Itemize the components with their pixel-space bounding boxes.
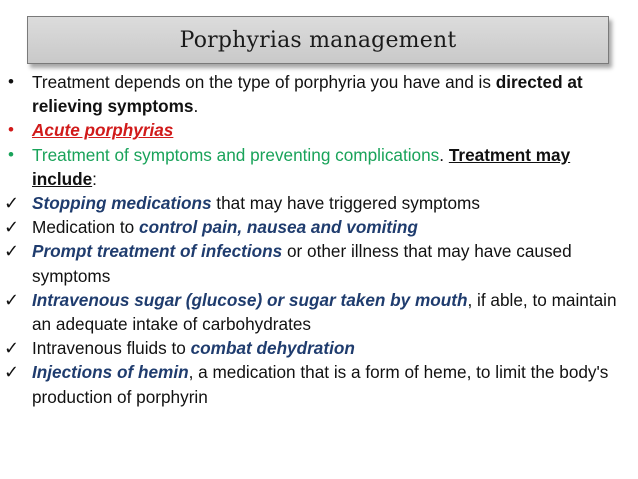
item-text: Intravenous fluids to <box>32 338 191 359</box>
checkmark-icon: ✓ <box>4 241 20 262</box>
item-text: , if able, to maintain an adequate intake of carbohydrates <box>32 289 617 335</box>
item-text: Medication to <box>32 217 140 238</box>
list-item <box>4 336 632 360</box>
bullet-icon: • <box>8 144 14 164</box>
item-text: Stopping medications <box>32 193 212 214</box>
list-item <box>4 288 632 336</box>
checkmark-icon: ✓ <box>4 217 20 238</box>
list-item <box>4 118 632 142</box>
bullet-icon: • <box>8 120 14 140</box>
checkmark-icon: ✓ <box>4 193 20 214</box>
item-text: , a medication that is a form of heme, to limit the body's production of porphyrin <box>32 362 609 407</box>
item-text: combat dehydration <box>190 338 355 359</box>
bullet-list <box>4 70 632 409</box>
checkmark-icon: ✓ <box>4 338 20 359</box>
checkmark-icon: ✓ <box>4 362 20 383</box>
list-item <box>4 360 632 408</box>
item-text: Intravenous sugar (glucose) or sugar taken by mouth <box>32 289 468 310</box>
bullet-icon: • <box>8 72 14 91</box>
item-text: . <box>439 144 449 165</box>
item-text: Treatment depends on the type of porphyria you have and is <box>32 72 496 92</box>
item-text: Injections of hemin <box>32 362 189 383</box>
item-text: : <box>92 168 97 189</box>
item-text: directed at relieving symptoms <box>32 72 583 117</box>
item-text: or other illness that may have caused symptoms <box>32 241 572 286</box>
item-text: Acute porphyrias <box>32 120 174 141</box>
slide-title: Porphyrias management <box>179 27 457 53</box>
list-item <box>4 215 632 239</box>
checkmark-icon: ✓ <box>4 289 20 310</box>
list-item <box>4 191 632 215</box>
list-item <box>4 70 632 118</box>
item-text: control pain, nausea and vomiting <box>139 217 418 238</box>
list-item <box>4 143 632 191</box>
item-text: . <box>193 96 199 117</box>
item-text: Treatment may include <box>32 144 571 189</box>
title-box <box>27 16 609 64</box>
item-text: Prompt treatment of infections <box>32 241 283 262</box>
item-text: Treatment of symptoms and preventing complications <box>32 144 440 165</box>
list-item <box>4 239 632 287</box>
item-text: that may have triggered symptoms <box>211 193 480 214</box>
